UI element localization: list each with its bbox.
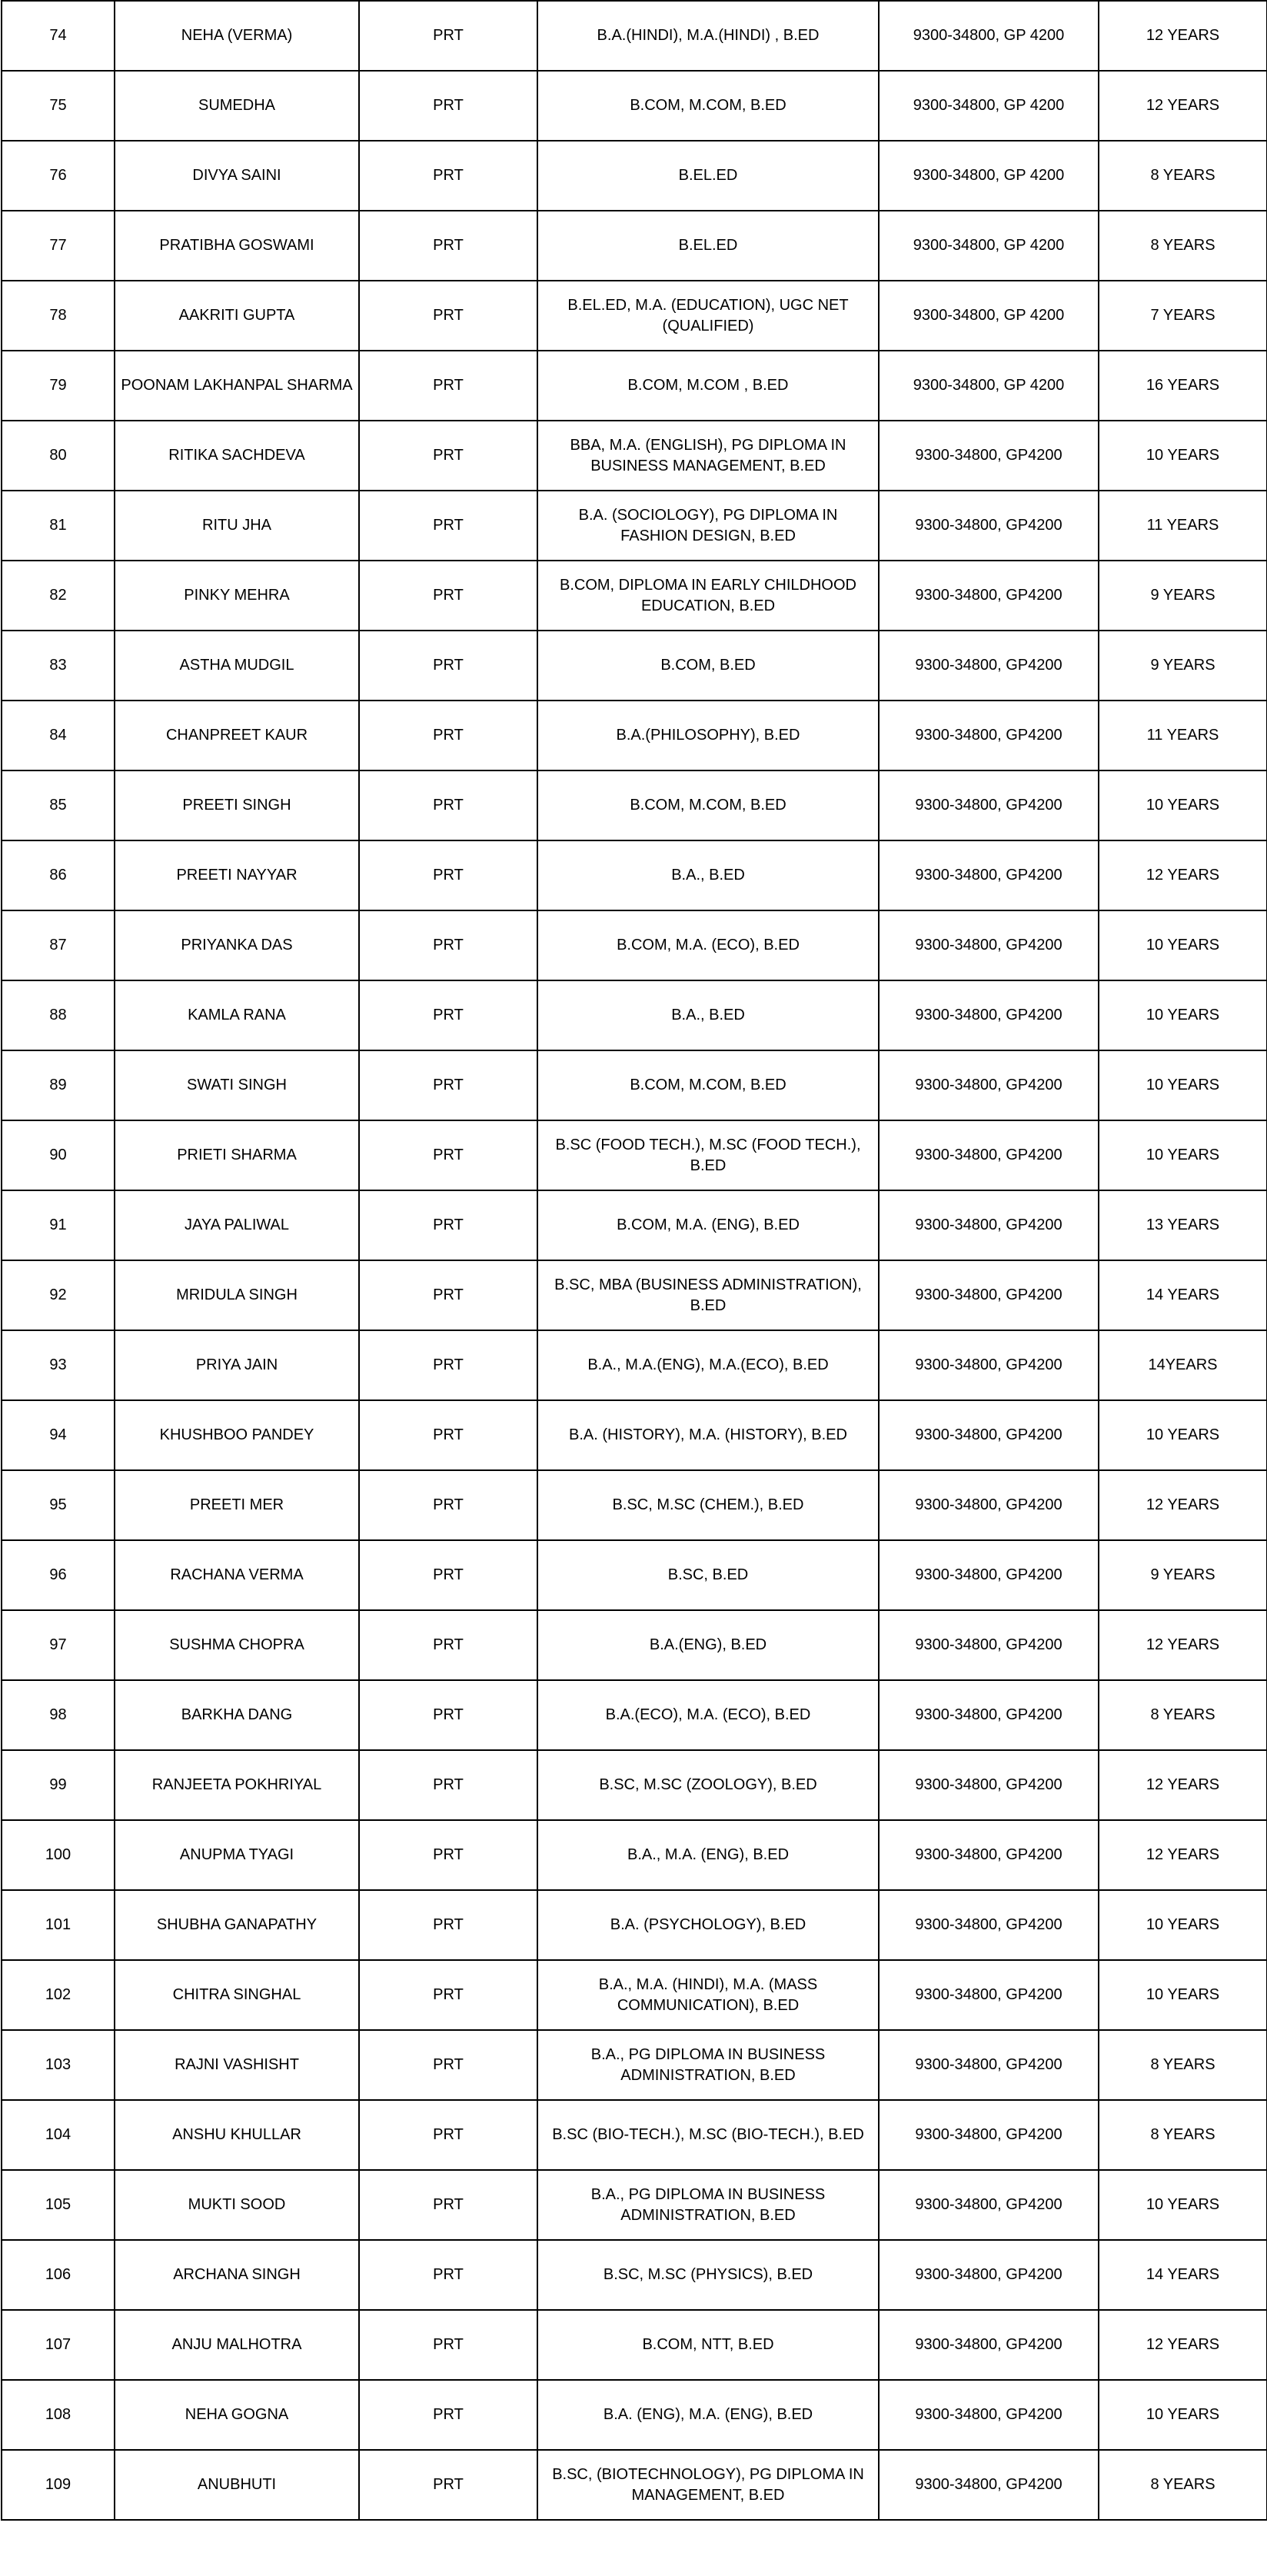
table-row <box>2 1400 1267 1470</box>
experience-cell: 12 YEARS <box>1099 1 1267 71</box>
teacher-name-cell: CHANPREET KAUR <box>115 701 359 770</box>
experience-cell: 8 YEARS <box>1099 211 1267 281</box>
qualification-cell: B.A. (PSYCHOLOGY), B.ED <box>537 1890 879 1960</box>
teacher-name-cell: POONAM LAKHANPAL SHARMA <box>115 351 359 421</box>
experience-cell: 10 YEARS <box>1099 1120 1267 1190</box>
pay-scale-cell: 9300-34800, GP4200 <box>879 1260 1099 1330</box>
serial-number-cell: 86 <box>2 840 115 910</box>
designation-cell: PRT <box>359 910 537 980</box>
serial-number-cell: 82 <box>2 561 115 631</box>
designation-cell: PRT <box>359 840 537 910</box>
serial-number-cell: 95 <box>2 1470 115 1540</box>
teacher-name-cell: SWATI SINGH <box>115 1050 359 1120</box>
qualification-cell: B.COM, M.COM , B.ED <box>537 351 879 421</box>
table-row <box>2 281 1267 351</box>
serial-number-cell: 100 <box>2 1820 115 1890</box>
experience-cell: 10 YEARS <box>1099 2380 1267 2450</box>
designation-cell: PRT <box>359 2170 537 2240</box>
serial-number-cell: 74 <box>2 1 115 71</box>
table-row <box>2 770 1267 840</box>
designation-cell: PRT <box>359 1050 537 1120</box>
teacher-name-cell: PREETI SINGH <box>115 770 359 840</box>
serial-number-cell: 98 <box>2 1680 115 1750</box>
table-row <box>2 2100 1267 2170</box>
qualification-cell: B.COM, B.ED <box>537 631 879 701</box>
serial-number-cell: 93 <box>2 1330 115 1400</box>
table-row <box>2 1750 1267 1820</box>
table-row <box>2 1470 1267 1540</box>
experience-cell: 12 YEARS <box>1099 2310 1267 2380</box>
experience-cell: 10 YEARS <box>1099 980 1267 1050</box>
experience-cell: 7 YEARS <box>1099 281 1267 351</box>
designation-cell: PRT <box>359 351 537 421</box>
designation-cell: PRT <box>359 1470 537 1540</box>
table-row <box>2 2240 1267 2310</box>
table-row <box>2 491 1267 561</box>
serial-number-cell: 76 <box>2 141 115 211</box>
serial-number-cell: 101 <box>2 1890 115 1960</box>
pay-scale-cell: 9300-34800, GP4200 <box>879 701 1099 770</box>
pay-scale-cell: 9300-34800, GP4200 <box>879 2310 1099 2380</box>
pay-scale-cell: 9300-34800, GP4200 <box>879 1540 1099 1610</box>
experience-cell: 10 YEARS <box>1099 2170 1267 2240</box>
pay-scale-cell: 9300-34800, GP4200 <box>879 1120 1099 1190</box>
teacher-name-cell: BARKHA DANG <box>115 1680 359 1750</box>
pay-scale-cell: 9300-34800, GP4200 <box>879 2450 1099 2520</box>
qualification-cell: B.COM, DIPLOMA IN EARLY CHILDHOOD EDUCATION, B.ED <box>537 561 879 631</box>
serial-number-cell: 99 <box>2 1750 115 1820</box>
pay-scale-cell: 9300-34800, GP 4200 <box>879 141 1099 211</box>
table-row <box>2 1610 1267 1680</box>
experience-cell: 9 YEARS <box>1099 561 1267 631</box>
experience-cell: 14YEARS <box>1099 1330 1267 1400</box>
serial-number-cell: 81 <box>2 491 115 561</box>
pay-scale-cell: 9300-34800, GP4200 <box>879 1050 1099 1120</box>
serial-number-cell: 80 <box>2 421 115 491</box>
qualification-cell: B.SC, B.ED <box>537 1540 879 1610</box>
table-row <box>2 2310 1267 2380</box>
qualification-cell: B.A., M.A. (HINDI), M.A. (MASS COMMUNICATION), B.ED <box>537 1960 879 2030</box>
experience-cell: 9 YEARS <box>1099 631 1267 701</box>
serial-number-cell: 87 <box>2 910 115 980</box>
pay-scale-cell: 9300-34800, GP4200 <box>879 2100 1099 2170</box>
qualification-cell: B.SC, M.SC (ZOOLOGY), B.ED <box>537 1750 879 1820</box>
serial-number-cell: 89 <box>2 1050 115 1120</box>
pay-scale-cell: 9300-34800, GP4200 <box>879 1960 1099 2030</box>
serial-number-cell: 88 <box>2 980 115 1050</box>
teacher-name-cell: ANUPMA TYAGI <box>115 1820 359 1890</box>
serial-number-cell: 104 <box>2 2100 115 2170</box>
experience-cell: 12 YEARS <box>1099 1470 1267 1540</box>
experience-cell: 14 YEARS <box>1099 1260 1267 1330</box>
teacher-name-cell: PRIETI SHARMA <box>115 1120 359 1190</box>
experience-cell: 12 YEARS <box>1099 71 1267 141</box>
teacher-name-cell: DIVYA SAINI <box>115 141 359 211</box>
pay-scale-cell: 9300-34800, GP4200 <box>879 980 1099 1050</box>
pay-scale-cell: 9300-34800, GP4200 <box>879 2170 1099 2240</box>
experience-cell: 13 YEARS <box>1099 1190 1267 1260</box>
teacher-name-cell: SUMEDHA <box>115 71 359 141</box>
designation-cell: PRT <box>359 701 537 770</box>
experience-cell: 8 YEARS <box>1099 2100 1267 2170</box>
teacher-name-cell: SUSHMA CHOPRA <box>115 1610 359 1680</box>
teacher-name-cell: PRATIBHA GOSWAMI <box>115 211 359 281</box>
serial-number-cell: 102 <box>2 1960 115 2030</box>
teacher-name-cell: SHUBHA GANAPATHY <box>115 1890 359 1960</box>
serial-number-cell: 108 <box>2 2380 115 2450</box>
teacher-name-cell: RANJEETA POKHRIYAL <box>115 1750 359 1820</box>
designation-cell: PRT <box>359 281 537 351</box>
serial-number-cell: 97 <box>2 1610 115 1680</box>
qualification-cell: B.COM, NTT, B.ED <box>537 2310 879 2380</box>
designation-cell: PRT <box>359 1820 537 1890</box>
teacher-name-cell: CHITRA SINGHAL <box>115 1960 359 2030</box>
table-row <box>2 211 1267 281</box>
experience-cell: 14 YEARS <box>1099 2240 1267 2310</box>
pay-scale-cell: 9300-34800, GP4200 <box>879 1400 1099 1470</box>
serial-number-cell: 91 <box>2 1190 115 1260</box>
serial-number-cell: 107 <box>2 2310 115 2380</box>
designation-cell: PRT <box>359 141 537 211</box>
table-row <box>2 2170 1267 2240</box>
qualification-cell: B.COM, M.COM, B.ED <box>537 71 879 141</box>
pay-scale-cell: 9300-34800, GP4200 <box>879 1470 1099 1540</box>
designation-cell: PRT <box>359 770 537 840</box>
serial-number-cell: 78 <box>2 281 115 351</box>
serial-number-cell: 90 <box>2 1120 115 1190</box>
designation-cell: PRT <box>359 1 537 71</box>
qualification-cell: B.A., B.ED <box>537 840 879 910</box>
pay-scale-cell: 9300-34800, GP4200 <box>879 421 1099 491</box>
teacher-name-cell: ARCHANA SINGH <box>115 2240 359 2310</box>
experience-cell: 12 YEARS <box>1099 1750 1267 1820</box>
table-row <box>2 1540 1267 1610</box>
teacher-name-cell: PREETI MER <box>115 1470 359 1540</box>
designation-cell: PRT <box>359 2310 537 2380</box>
qualification-cell: B.A.(ECO), M.A. (ECO), B.ED <box>537 1680 879 1750</box>
serial-number-cell: 83 <box>2 631 115 701</box>
experience-cell: 10 YEARS <box>1099 770 1267 840</box>
table-row <box>2 2030 1267 2100</box>
pay-scale-cell: 9300-34800, GP4200 <box>879 561 1099 631</box>
teacher-name-cell: RAJNI VASHISHT <box>115 2030 359 2100</box>
qualification-cell: BBA, M.A. (ENGLISH), PG DIPLOMA IN BUSINESS MANAGEMENT, B.ED <box>537 421 879 491</box>
qualification-cell: B.EL.ED <box>537 141 879 211</box>
qualification-cell: B.A., M.A. (ENG), B.ED <box>537 1820 879 1890</box>
pay-scale-cell: 9300-34800, GP4200 <box>879 2380 1099 2450</box>
designation-cell: PRT <box>359 71 537 141</box>
qualification-cell: B.A. (ENG), M.A. (ENG), B.ED <box>537 2380 879 2450</box>
pay-scale-cell: 9300-34800, GP4200 <box>879 1190 1099 1260</box>
designation-cell: PRT <box>359 1120 537 1190</box>
table-row <box>2 351 1267 421</box>
teacher-name-cell: ANJU MALHOTRA <box>115 2310 359 2380</box>
serial-number-cell: 85 <box>2 770 115 840</box>
designation-cell: PRT <box>359 1330 537 1400</box>
designation-cell: PRT <box>359 2030 537 2100</box>
qualification-cell: B.A. (HISTORY), M.A. (HISTORY), B.ED <box>537 1400 879 1470</box>
experience-cell: 12 YEARS <box>1099 840 1267 910</box>
qualification-cell: B.COM, M.A. (ENG), B.ED <box>537 1190 879 1260</box>
serial-number-cell: 92 <box>2 1260 115 1330</box>
qualification-cell: B.SC, M.SC (PHYSICS), B.ED <box>537 2240 879 2310</box>
table-row <box>2 1050 1267 1120</box>
qualification-cell: B.COM, M.COM, B.ED <box>537 1050 879 1120</box>
teacher-name-cell: MRIDULA SINGH <box>115 1260 359 1330</box>
designation-cell: PRT <box>359 2450 537 2520</box>
teacher-name-cell: MUKTI SOOD <box>115 2170 359 2240</box>
designation-cell: PRT <box>359 2240 537 2310</box>
experience-cell: 10 YEARS <box>1099 910 1267 980</box>
teacher-name-cell: RACHANA VERMA <box>115 1540 359 1610</box>
designation-cell: PRT <box>359 1960 537 2030</box>
qualification-cell: B.SC, M.SC (CHEM.), B.ED <box>537 1470 879 1540</box>
experience-cell: 10 YEARS <box>1099 1960 1267 2030</box>
experience-cell: 10 YEARS <box>1099 1050 1267 1120</box>
qualification-cell: B.EL.ED, M.A. (EDUCATION), UGC NET (QUALIFIED) <box>537 281 879 351</box>
serial-number-cell: 79 <box>2 351 115 421</box>
teacher-name-cell: PRIYA JAIN <box>115 1330 359 1400</box>
qualification-cell: B.A.(PHILOSOPHY), B.ED <box>537 701 879 770</box>
staff-table-body <box>2 1 1267 2520</box>
table-row <box>2 71 1267 141</box>
experience-cell: 10 YEARS <box>1099 1400 1267 1470</box>
designation-cell: PRT <box>359 491 537 561</box>
qualification-cell: B.COM, M.COM, B.ED <box>537 770 879 840</box>
table-row <box>2 1890 1267 1960</box>
designation-cell: PRT <box>359 980 537 1050</box>
serial-number-cell: 94 <box>2 1400 115 1470</box>
pay-scale-cell: 9300-34800, GP4200 <box>879 1610 1099 1680</box>
serial-number-cell: 103 <box>2 2030 115 2100</box>
pay-scale-cell: 9300-34800, GP4200 <box>879 631 1099 701</box>
experience-cell: 11 YEARS <box>1099 701 1267 770</box>
table-row <box>2 1820 1267 1890</box>
staff-table <box>1 0 1267 2521</box>
table-row <box>2 1960 1267 2030</box>
table-row <box>2 1 1267 71</box>
qualification-cell: B.A., B.ED <box>537 980 879 1050</box>
table-row <box>2 631 1267 701</box>
serial-number-cell: 77 <box>2 211 115 281</box>
teacher-name-cell: KAMLA RANA <box>115 980 359 1050</box>
designation-cell: PRT <box>359 1540 537 1610</box>
designation-cell: PRT <box>359 1190 537 1260</box>
pay-scale-cell: 9300-34800, GP 4200 <box>879 281 1099 351</box>
pay-scale-cell: 9300-34800, GP 4200 <box>879 71 1099 141</box>
pay-scale-cell: 9300-34800, GP4200 <box>879 910 1099 980</box>
qualification-cell: B.COM, M.A. (ECO), B.ED <box>537 910 879 980</box>
table-row <box>2 2380 1267 2450</box>
pay-scale-cell: 9300-34800, GP4200 <box>879 491 1099 561</box>
table-row <box>2 141 1267 211</box>
table-row <box>2 1120 1267 1190</box>
qualification-cell: B.A. (SOCIOLOGY), PG DIPLOMA IN FASHION DESIGN, B.ED <box>537 491 879 561</box>
pay-scale-cell: 9300-34800, GP4200 <box>879 1750 1099 1820</box>
qualification-cell: B.A., M.A.(ENG), M.A.(ECO), B.ED <box>537 1330 879 1400</box>
designation-cell: PRT <box>359 631 537 701</box>
designation-cell: PRT <box>359 2380 537 2450</box>
teacher-name-cell: ANUBHUTI <box>115 2450 359 2520</box>
designation-cell: PRT <box>359 1750 537 1820</box>
designation-cell: PRT <box>359 1400 537 1470</box>
teacher-name-cell: RITU JHA <box>115 491 359 561</box>
qualification-cell: B.SC (FOOD TECH.), M.SC (FOOD TECH.), B.ED <box>537 1120 879 1190</box>
teacher-name-cell: JAYA PALIWAL <box>115 1190 359 1260</box>
experience-cell: 16 YEARS <box>1099 351 1267 421</box>
experience-cell: 12 YEARS <box>1099 1610 1267 1680</box>
pay-scale-cell: 9300-34800, GP 4200 <box>879 1 1099 71</box>
pay-scale-cell: 9300-34800, GP4200 <box>879 1680 1099 1750</box>
table-row <box>2 910 1267 980</box>
table-row <box>2 561 1267 631</box>
teacher-name-cell: PRIYANKA DAS <box>115 910 359 980</box>
pay-scale-cell: 9300-34800, GP4200 <box>879 1330 1099 1400</box>
table-row <box>2 1260 1267 1330</box>
pay-scale-cell: 9300-34800, GP4200 <box>879 1890 1099 1960</box>
designation-cell: PRT <box>359 421 537 491</box>
teacher-name-cell: ANSHU KHULLAR <box>115 2100 359 2170</box>
pay-scale-cell: 9300-34800, GP4200 <box>879 770 1099 840</box>
table-row <box>2 2450 1267 2520</box>
designation-cell: PRT <box>359 211 537 281</box>
teacher-name-cell: AAKRITI GUPTA <box>115 281 359 351</box>
experience-cell: 8 YEARS <box>1099 141 1267 211</box>
teacher-name-cell: PREETI NAYYAR <box>115 840 359 910</box>
qualification-cell: B.SC, (BIOTECHNOLOGY), PG DIPLOMA IN MANAGEMENT, B.ED <box>537 2450 879 2520</box>
pay-scale-cell: 9300-34800, GP4200 <box>879 840 1099 910</box>
designation-cell: PRT <box>359 2100 537 2170</box>
pay-scale-cell: 9300-34800, GP 4200 <box>879 211 1099 281</box>
qualification-cell: B.SC, MBA (BUSINESS ADMINISTRATION), B.ED <box>537 1260 879 1330</box>
experience-cell: 12 YEARS <box>1099 1820 1267 1890</box>
experience-cell: 10 YEARS <box>1099 421 1267 491</box>
table-row <box>2 701 1267 770</box>
teacher-name-cell: NEHA GOGNA <box>115 2380 359 2450</box>
experience-cell: 10 YEARS <box>1099 1890 1267 1960</box>
teacher-name-cell: NEHA (VERMA) <box>115 1 359 71</box>
experience-cell: 11 YEARS <box>1099 491 1267 561</box>
table-row <box>2 421 1267 491</box>
teacher-name-cell: KHUSHBOO PANDEY <box>115 1400 359 1470</box>
serial-number-cell: 106 <box>2 2240 115 2310</box>
teacher-name-cell: PINKY MEHRA <box>115 561 359 631</box>
designation-cell: PRT <box>359 1260 537 1330</box>
experience-cell: 9 YEARS <box>1099 1540 1267 1610</box>
table-row <box>2 1190 1267 1260</box>
pay-scale-cell: 9300-34800, GP4200 <box>879 1820 1099 1890</box>
qualification-cell: B.A.(HINDI), M.A.(HINDI) , B.ED <box>537 1 879 71</box>
qualification-cell: B.A., PG DIPLOMA IN BUSINESS ADMINISTRATION, B.ED <box>537 2170 879 2240</box>
qualification-cell: B.A., PG DIPLOMA IN BUSINESS ADMINISTRATION, B.ED <box>537 2030 879 2100</box>
designation-cell: PRT <box>359 561 537 631</box>
qualification-cell: B.A.(ENG), B.ED <box>537 1610 879 1680</box>
serial-number-cell: 75 <box>2 71 115 141</box>
serial-number-cell: 84 <box>2 701 115 770</box>
qualification-cell: B.SC (BIO-TECH.), M.SC (BIO-TECH.), B.ED <box>537 2100 879 2170</box>
pay-scale-cell: 9300-34800, GP4200 <box>879 2240 1099 2310</box>
serial-number-cell: 105 <box>2 2170 115 2240</box>
experience-cell: 8 YEARS <box>1099 2450 1267 2520</box>
table-row <box>2 980 1267 1050</box>
pay-scale-cell: 9300-34800, GP 4200 <box>879 351 1099 421</box>
table-row <box>2 1680 1267 1750</box>
designation-cell: PRT <box>359 1680 537 1750</box>
teacher-name-cell: ASTHA MUDGIL <box>115 631 359 701</box>
teacher-name-cell: RITIKA SACHDEVA <box>115 421 359 491</box>
table-row <box>2 840 1267 910</box>
designation-cell: PRT <box>359 1610 537 1680</box>
experience-cell: 8 YEARS <box>1099 1680 1267 1750</box>
experience-cell: 8 YEARS <box>1099 2030 1267 2100</box>
qualification-cell: B.EL.ED <box>537 211 879 281</box>
pay-scale-cell: 9300-34800, GP4200 <box>879 2030 1099 2100</box>
serial-number-cell: 96 <box>2 1540 115 1610</box>
serial-number-cell: 109 <box>2 2450 115 2520</box>
designation-cell: PRT <box>359 1890 537 1960</box>
table-row <box>2 1330 1267 1400</box>
